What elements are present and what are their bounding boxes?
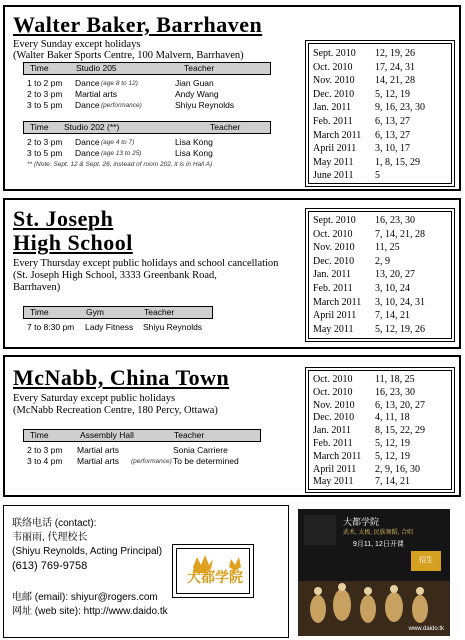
walter-table1-header bbox=[23, 62, 271, 75]
col-time: Time bbox=[30, 63, 49, 73]
date-month: Oct. 2010 bbox=[313, 228, 353, 240]
date-month: May 2011 bbox=[313, 476, 354, 488]
daido-logo bbox=[172, 544, 254, 598]
date-days: 3, 10, 17 bbox=[375, 143, 410, 155]
date-month: Nov. 2010 bbox=[313, 75, 355, 87]
st-joseph-table-header: Time Gym Teacher bbox=[23, 306, 213, 319]
date-days: 4, 11, 18 bbox=[375, 412, 410, 424]
date-month: June 2011 bbox=[313, 170, 354, 182]
date-days: 5, 12, 19 bbox=[375, 88, 410, 100]
st-joseph-address: (St. Joseph High School, 3333 Greenbank Road, bbox=[13, 270, 217, 281]
walter-footnote: ** (Note: Sept. 12 & Sept. 26, instead of room 202, it is in Hall A) bbox=[27, 161, 213, 168]
walter-dates-box bbox=[305, 40, 455, 187]
date-month: March 2011 bbox=[313, 129, 362, 141]
date-month: Dec. 2010 bbox=[313, 88, 355, 100]
mcnabb-dates-box bbox=[305, 367, 455, 493]
contact-name: (Shiyu Reynolds, Acting Principal) bbox=[12, 546, 163, 557]
date-days: 5, 12, 19, 26 bbox=[375, 323, 425, 335]
date-days: 3, 10, 24, 31 bbox=[375, 296, 425, 308]
st-joseph-schedule-line: Every Thursday except public holidays and school cancellation bbox=[13, 258, 279, 269]
poster-subtitle: 武术, 太极, 民族舞蹈, 合唱 bbox=[343, 530, 414, 536]
date-days: 9, 16, 23, 30 bbox=[375, 102, 425, 114]
st-joseph-dates-box bbox=[305, 208, 455, 342]
date-month: Jan. 2011 bbox=[313, 269, 351, 281]
date-days: 12, 19, 26 bbox=[375, 48, 415, 59]
date-days: 11, 25 bbox=[375, 242, 400, 254]
date-month: Feb. 2011 bbox=[313, 116, 353, 127]
performance-poster-image bbox=[298, 509, 450, 636]
date-month: Oct. 2010 bbox=[313, 374, 353, 385]
logo-text: 大都学院 bbox=[187, 569, 243, 585]
mcnabb-schedule-line: Every Saturday except public holidays bbox=[13, 393, 176, 404]
date-days: 6, 13, 27 bbox=[375, 116, 410, 127]
date-month: Nov. 2010 bbox=[313, 399, 355, 411]
date-month: Oct. 2010 bbox=[313, 386, 353, 398]
contact-phone: (613) 769-9758 bbox=[12, 560, 88, 572]
st-joseph-title-line1: St. Joseph bbox=[13, 206, 114, 231]
date-days: 17, 24, 31 bbox=[375, 61, 415, 73]
date-days: 5, 12, 19 bbox=[375, 438, 410, 449]
date-days: 2, 9, 16, 30 bbox=[375, 463, 420, 475]
date-days: 1, 8, 15, 29 bbox=[375, 156, 420, 168]
date-days: 11, 18, 25 bbox=[375, 374, 415, 385]
date-days: 7, 14, 21 bbox=[375, 476, 410, 488]
poster-badge: 招生 bbox=[411, 551, 441, 571]
date-days: 14, 21, 28 bbox=[375, 75, 415, 87]
date-month: Feb. 2011 bbox=[313, 283, 353, 294]
date-month: April 2011 bbox=[313, 310, 357, 322]
date-month: May 2011 bbox=[313, 156, 354, 168]
date-month: April 2011 bbox=[313, 463, 357, 475]
col-teacher: Teacher bbox=[184, 63, 215, 73]
date-month: Jan. 2011 bbox=[313, 425, 351, 437]
date-month: Oct. 2010 bbox=[313, 61, 353, 73]
walter-table2-header: Time Studio 202 (**) Teacher bbox=[23, 121, 271, 134]
date-days: 3, 10, 24 bbox=[375, 283, 410, 294]
date-month: May 2011 bbox=[313, 323, 354, 335]
mcnabb-address: (McNabb Recreation Centre, 180 Percy, Ottawa) bbox=[13, 405, 218, 416]
contact-website[interactable]: 网址 (web site): http://www.daido.tk bbox=[12, 606, 168, 617]
mcnabb-section: McNabb, China Town Every Saturday except public holidays (McNabb Recreation Centre, 180 Percy, Ottawa) Time Assembly Hall Teacher 2 to 3 pm Martial arts Sonia Carriere 3 to 4 pm Martial arts (performance) To be determined Oct. 2010 11, 18, 25 Oct. 2010 16, 23, 30 Nov. 2010 6, 13, 20, 27 Dec. 2010 4, 11, 18 Jan. 2011 8, 15, 22, 29 Feb. 2011 5, 12, 19 March 2011 5, 12, 19 April 2011 2, 9, 16, 30 May 2011 7, 14, 21 bbox=[3, 355, 461, 497]
date-month: March 2011 bbox=[313, 296, 362, 308]
date-days: 16, 23, 30 bbox=[375, 386, 415, 398]
date-days: 7, 14, 21, 28 bbox=[375, 228, 425, 240]
date-days: 5, 12, 19 bbox=[375, 450, 410, 462]
date-days: 2, 9 bbox=[375, 255, 390, 267]
contact-box bbox=[3, 505, 289, 638]
col-room: Studio 205 bbox=[76, 63, 117, 73]
date-days: 13, 20, 27 bbox=[375, 269, 415, 281]
date-month: Feb. 2011 bbox=[313, 438, 353, 449]
walter-baker-title: Walter Baker, Barrhaven bbox=[13, 12, 263, 37]
date-month: April 2011 bbox=[313, 143, 357, 155]
mcnabb-title: McNabb, China Town bbox=[13, 365, 230, 390]
date-month: Dec. 2010 bbox=[313, 412, 355, 424]
walter-baker-section: Walter Baker, Barrhaven Every Sunday except holidays (Walter Baker Sports Centre, 100 Malvern, Barrhaven) Time Studio 205 Teacher 1 to 2 pm Dance (age 8 to 12) Jian Guan 2 to 3 pm Martial arts Andy Wang 3 to 5 pm Dance (performance) Shiyu Reynolds Time Studio 202 (**) Teacher 2 to 3 pm Dance (age 4 to 7) Lisa Kong 3 to 5 pm Dance (age 13 to 25) Lisa Kong ** (Note: Sept. 12 & Sept. 26, instead of room 202, it is in Hall A) Sept. 2010 12, 19, 26 Oct. 2010 17, 24, 31 Nov. 2010 14, 21, 28 Dec. 2010 5, 12, 19 Jan. 2011 9, 16, 23, 30 Feb. 2011 6, 13, 27 March 2011 6, 13, 27 April 2011 3, 10, 17 May 2011 1, 8, 15, 29 June 2011 5 bbox=[3, 5, 461, 191]
contact-label: 联络电话 (contact): bbox=[12, 518, 97, 529]
walter-baker-schedule-line: Every Sunday except holidays bbox=[13, 39, 141, 50]
contact-email[interactable]: 电邮 (email): shiyur@rogers.com bbox=[12, 592, 158, 603]
walter-baker-address: (Walter Baker Sports Centre, 100 Malvern, Barrhaven) bbox=[13, 50, 244, 61]
date-days: 7, 14, 21 bbox=[375, 310, 410, 322]
date-month: Sept. 2010 bbox=[313, 215, 356, 226]
date-month: Sept. 2010 bbox=[313, 48, 356, 59]
st-joseph-title-line2: High School bbox=[13, 230, 133, 255]
date-month: March 2011 bbox=[313, 450, 362, 462]
st-joseph-address-2: Barrhaven) bbox=[13, 282, 61, 293]
date-days: 6, 13, 20, 27 bbox=[375, 399, 425, 411]
contact-name-cn: 韦丽雨, 代理校长 bbox=[12, 532, 88, 543]
date-month: Jan. 2011 bbox=[313, 102, 351, 114]
poster-date: 9月11, 12日开课 bbox=[353, 541, 404, 548]
date-month: Nov. 2010 bbox=[313, 242, 355, 254]
date-days: 6, 13, 27 bbox=[375, 129, 410, 141]
date-month: Dec. 2010 bbox=[313, 255, 355, 267]
st-joseph-section: St. Joseph High School Every Thursday except public holidays and school cancellation (St. Joseph High School, 3333 Greenbank Road, Barrhaven) Time Gym Teacher 7 to 8:30 pm Lady Fitness Shiyu Reynolds Sept. 2010 16, 23, 30 Oct. 2010 7, 14, 21, 28 Nov. 2010 11, 25 Dec. 2010 2, 9 Jan. 2011 13, 20, 27 Feb. 2011 3, 10, 24 March 2011 3, 10, 24, 31 April 2011 7, 14, 21 May 2011 5, 12, 19, 26 bbox=[3, 198, 461, 349]
date-days: 8, 15, 22, 29 bbox=[375, 425, 425, 437]
mcnabb-table-header: Time Assembly Hall Teacher bbox=[23, 429, 261, 442]
poster-title: 大都学院 bbox=[343, 517, 380, 527]
poster-url: www.daido.tk bbox=[408, 626, 444, 632]
date-days: 5 bbox=[375, 170, 380, 182]
date-days: 16, 23, 30 bbox=[375, 215, 415, 226]
